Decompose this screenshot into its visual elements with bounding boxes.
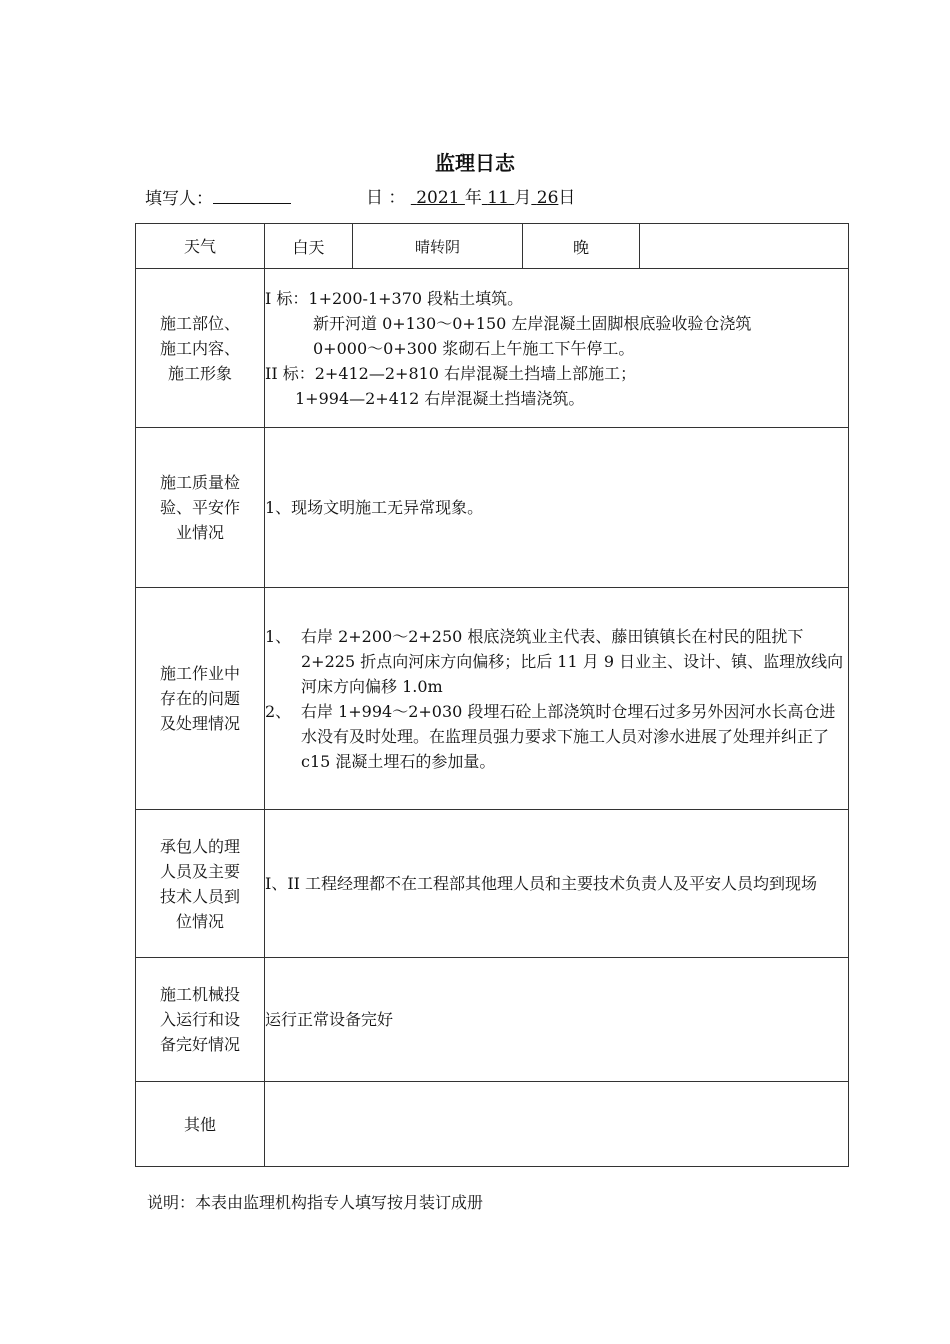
other-row [136,1082,849,1167]
weather-day-value[interactable]: 晴转阴 [353,224,523,269]
machinery-label: 施工机械投 入运行和设 备完好情况 [136,958,265,1082]
date-year-unit: 年 [464,188,482,208]
problems-content[interactable] [265,588,849,810]
personnel-row [136,810,849,958]
weather-label: 天气 [136,224,265,269]
weather-night-value[interactable] [640,224,849,269]
page-title: 监理日志 [435,151,515,175]
problems-label: 施工作业中 存在的问题 及处理情况 [136,588,265,810]
construction-label: 施工部位、 施工内容、 施工形象 [136,269,265,428]
construction-line: I 标：1+200-1+370 段粘土填筑。 [265,288,524,308]
machinery-row [136,958,849,1082]
construction-line: 1+994—2+412 右岸混凝土挡墙浇筑。 [295,388,585,408]
date-month-unit: 月 [514,188,532,208]
date-field [366,186,575,210]
footer-note: 说明：本表由监理机构指专人填写按月装订成册 [147,1193,484,1212]
date-year: 2021 [416,188,460,208]
date-label: 日 ： [366,188,406,208]
writer-blank[interactable] [213,186,291,204]
problems-row [136,588,849,810]
supervision-log-table [135,223,849,1167]
quality-label: 施工质量检 验、平安作 业情况 [136,428,265,588]
date-day-unit: 日 [558,188,576,208]
quality-row [136,428,849,588]
date-day: 26 [536,188,559,208]
quality-content[interactable]: 1、现场文明施工无异常现象。 [265,428,849,588]
construction-line: 新开河道 0+130～0+150 左岸混凝土固脚根底验收验仓浇筑 [313,313,752,333]
weather-night-label: 晚 [523,224,640,269]
other-content[interactable] [265,1082,849,1167]
construction-line: II 标：2+412—2+810 右岸混凝土挡墙上部施工； [265,363,637,383]
date-month: 11 [487,188,509,208]
weather-day-label: 白天 [265,224,353,269]
other-label: 其他 [136,1082,265,1167]
problem-item: 1、 右岸 2+200～2+250 根底浇筑业主代表、藤田镇镇长在村民的阻扰下 2+225 折点向河床方向偏移；比后 11 月 9 日业主、设计、镇、监理放线向河床方向偏移 1.0m [265,626,844,696]
writer-field [145,186,291,211]
construction-content[interactable] [265,269,849,428]
personnel-content[interactable]: I、II 工程经理都不在工程部其他理人员和主要技术负责人及平安人员均到现场 [265,810,849,958]
weather-row [136,224,849,269]
construction-line: 0+000～0+300 浆砌石上午施工下午停工。 [313,338,635,358]
personnel-label: 承包人的理 人员及主要 技术人员到 位情况 [136,810,265,958]
problem-item: 2、 右岸 1+994～2+030 段埋石砼上部浇筑时仓埋石过多另外因河水长高仓进水没有及时处理。在监理员强力要求下施工人员对渗水进展了处理并纠正了 c15 混凝土埋石的参加量。 [265,701,836,771]
construction-row [136,269,849,428]
writer-label: 填写人： [145,189,213,209]
machinery-content[interactable]: 运行正常设备完好 [265,958,849,1082]
